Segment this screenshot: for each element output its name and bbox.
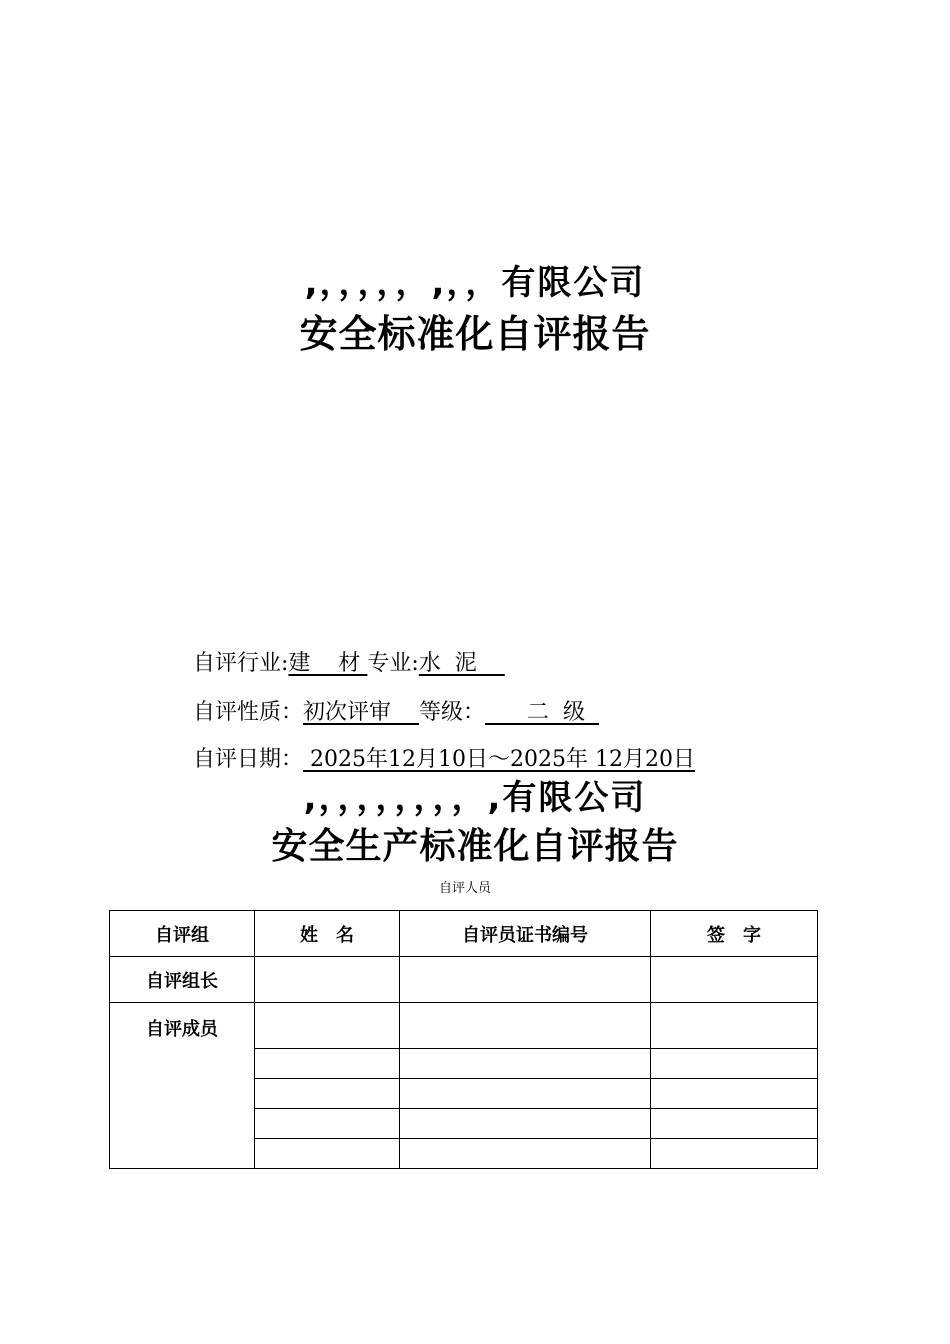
- table-cell: [255, 957, 400, 1003]
- nature-value: 初次评审: [303, 700, 419, 725]
- members-label: 自评成员: [110, 1003, 255, 1169]
- cover-title: 安全标准化自评报告: [299, 312, 651, 356]
- personnel-table: [109, 910, 818, 1169]
- table-cell: [651, 1109, 818, 1139]
- info-date-line: [193, 742, 695, 773]
- leader-label: 自评组长: [110, 957, 255, 1003]
- header-signature: 签 字: [651, 911, 818, 957]
- table-row: [110, 1003, 818, 1049]
- table-header-row: [110, 911, 818, 957]
- grade-label: 等级：: [419, 700, 486, 725]
- industry-label: 自评行业:: [193, 651, 289, 676]
- industry-value: 建 材: [288, 651, 368, 676]
- cover-company-name: ,，，，，，,，，有限公司: [304, 263, 646, 303]
- second-title: 安全生产标准化自评报告: [271, 826, 679, 867]
- info-nature-line: [193, 695, 599, 726]
- table-cell: [255, 1003, 400, 1049]
- table-cell: [651, 1079, 818, 1109]
- header-cert-number: 自评员证书编号: [400, 911, 651, 957]
- table-cell: [400, 1003, 651, 1049]
- table-cell: [651, 1049, 818, 1079]
- table-cell: [255, 1049, 400, 1079]
- specialty-label: 专业:: [367, 651, 419, 676]
- table-row: [110, 957, 818, 1003]
- table-cell: [255, 1139, 400, 1169]
- table-cell: [255, 1109, 400, 1139]
- table-cell: [400, 1079, 651, 1109]
- header-group: 自评组: [110, 911, 255, 957]
- table-cell: [255, 1079, 400, 1109]
- table-cell: [651, 1003, 818, 1049]
- table-cell: [651, 1139, 818, 1169]
- table-cell: [400, 1109, 651, 1139]
- info-industry-line: [193, 646, 505, 677]
- nature-label: 自评性质：: [193, 700, 304, 725]
- table-cell: [400, 1049, 651, 1079]
- table-cell: [400, 957, 651, 1003]
- header-name: 姓 名: [255, 911, 400, 957]
- date-label: 自评日期：: [193, 747, 304, 772]
- personnel-caption: 自评人员: [438, 881, 491, 896]
- date-value: 2025年12月10日～2025年 12月20日: [303, 747, 695, 772]
- table-cell: [400, 1139, 651, 1169]
- specialty-value: 水 泥: [418, 651, 505, 676]
- table-cell: [651, 957, 818, 1003]
- second-company-name: ,，，，，，，，，,有限公司: [303, 778, 647, 818]
- grade-value: 二 级: [485, 700, 599, 725]
